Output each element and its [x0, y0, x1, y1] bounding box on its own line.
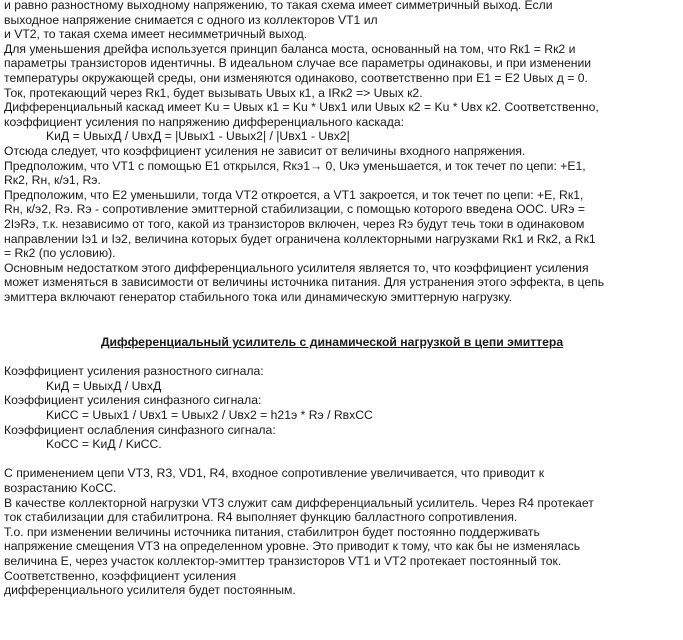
- text-line: Т.о. при изменении величины источника питания, стабилитрон будет постоянно поддерживать: [4, 524, 540, 539]
- formula-label: Коэффициент усиления разностного сигнала:: [4, 364, 264, 379]
- text-line: Rн, к/э2, Rэ. Rэ - сопротивление эмиттерной стабилизации, с помощью которого введена ООС. URэ =: [4, 202, 585, 217]
- text-line: и равно разностному выходному напряжению, то такая схема имеет симметричный выход. Если: [4, 0, 553, 12]
- text-line: возрастанию KоCC.: [4, 481, 117, 495]
- text-line: коэффициент усиления по напряжению дифференциального каскада:: [4, 114, 405, 129]
- formula-differential-gain: KиД = UвыхД / UвхД: [46, 378, 162, 393]
- text-line: Ток, протекающий через Rк1, будет вызывать Uвых к1, а IRк2 => Uвых к2.: [4, 85, 423, 100]
- formula-cmrr: KоCC = KиД / KиCC.: [46, 437, 162, 452]
- spacer: [4, 304, 680, 319]
- text-line: эмиттера включают генератор стабильного тока или динамическую эмиттерную нагрузку.: [4, 289, 512, 304]
- text-line: дифференциального усилителя будет постоянным.: [4, 583, 296, 598]
- spacer: [4, 319, 680, 334]
- text-line: Соответственно, коэффициент усиления: [4, 568, 237, 583]
- conclusion-paragraph: [4, 466, 680, 597]
- formula-label: Коэффициент усиления синфазного сигнала:: [4, 393, 262, 408]
- text-line: Предположим, что VT1 с помощью E1 открылся, Rкэ1→ 0, Uкэ уменьшается, и ток течет по цепи: +E1,: [4, 158, 586, 173]
- text-line: С применением цепи VT3, R3, VD1, R4, входное сопротивление увеличивается, что приводит к: [4, 466, 545, 481]
- text-line: В качестве коллекторной нагрузки VT3 служит сам дифференциальный усилитель. Через R4 протекает: [4, 495, 594, 510]
- formula-gain: KиД = UвыхД / UвхД = |Uвых1 - Uвых2| / |Uвх1 - Uвх2|: [46, 129, 350, 144]
- text-line: Для уменьшения дрейфа используется принцип баланса моста, основанный на том, что Rк1 = Rк2 и: [4, 41, 576, 56]
- text-line: может изменяться в зависимости от величины источника питания. Для устранения этого эффекта, в цепь: [4, 275, 605, 290]
- text-line: Предположим, что E2 уменьшили, тогда VT2 откроется, а VT1 закроется, и ток течет по цепи: +E, Rк1,: [4, 187, 584, 202]
- text-line: Основным недостатком этого дифференциального усилителя является то, что коэффициент усиления: [4, 260, 589, 275]
- text-line: величина E, через участок коллектор-эмиттер транзисторов VT1 и VT2 протекает постоянный ток.: [4, 553, 562, 568]
- formulas-block: [4, 364, 680, 452]
- spacer: [4, 452, 680, 467]
- text-line: ток стабилизации для стабилитрона. R4 выполняет функцию балластного сопротивления.: [4, 510, 518, 525]
- text-line: и VT2, то такая схема имеет несимметричный выход.: [4, 27, 308, 42]
- text-line: направлении Iэ1 и Iэ2, величина которых будет ограничена коллекторными нагрузками Rк1 и Rк2, а Rк1: [4, 231, 596, 246]
- text-line: Rк2, Rн, к/э1, Rэ.: [4, 173, 101, 188]
- document-page: [4, 0, 680, 598]
- text-line: напряжение смещения VT3 на определенном уровне. Это приводит к тому, что как бы не изменялась: [4, 539, 581, 554]
- text-line: параметры транзисторов идентичны. В идеальном случае все параметры одинаковы, и при изменении: [4, 56, 592, 71]
- spacer: [4, 350, 680, 365]
- analysis-paragraph: [4, 144, 680, 305]
- text-line: Дифференциальный каскад имеет Ku = Uвых к1 = Ku * Uвх1 или Uвых к2 = Ku * Uвх к2. Соответственно,: [4, 100, 599, 115]
- text-line: температуры окружающей среды, они изменяются одинаково, соответственно при E1 = E2 Uвых д = 0.: [4, 70, 588, 85]
- section-heading: Дифференциальный усилитель с динамической нагрузкой в цепи эмиттера: [100, 334, 564, 349]
- intro-paragraph: [4, 0, 680, 144]
- text-line: Отсюда следует, что коэффициент усиления не зависит от величины входного напряжения.: [4, 143, 526, 158]
- text-line: 2IэRэ, т.к. независимо от того, какой из транзисторов включен, через Rэ будут течь токи в одинаковом: [4, 216, 585, 231]
- text-line: = Rк2 (по условию).: [4, 246, 116, 261]
- text-line: выходное напряжение снимается с одного из коллекторов VT1 ил: [4, 12, 378, 27]
- formula-common-mode-gain: KиCC = Uвых1 / Uвх1 = Uвых2 / Uвх2 = h21э * Rэ / RвхCC: [46, 408, 373, 423]
- formula-label: Коэффициент ослабления синфазного сигнала:: [4, 422, 276, 437]
